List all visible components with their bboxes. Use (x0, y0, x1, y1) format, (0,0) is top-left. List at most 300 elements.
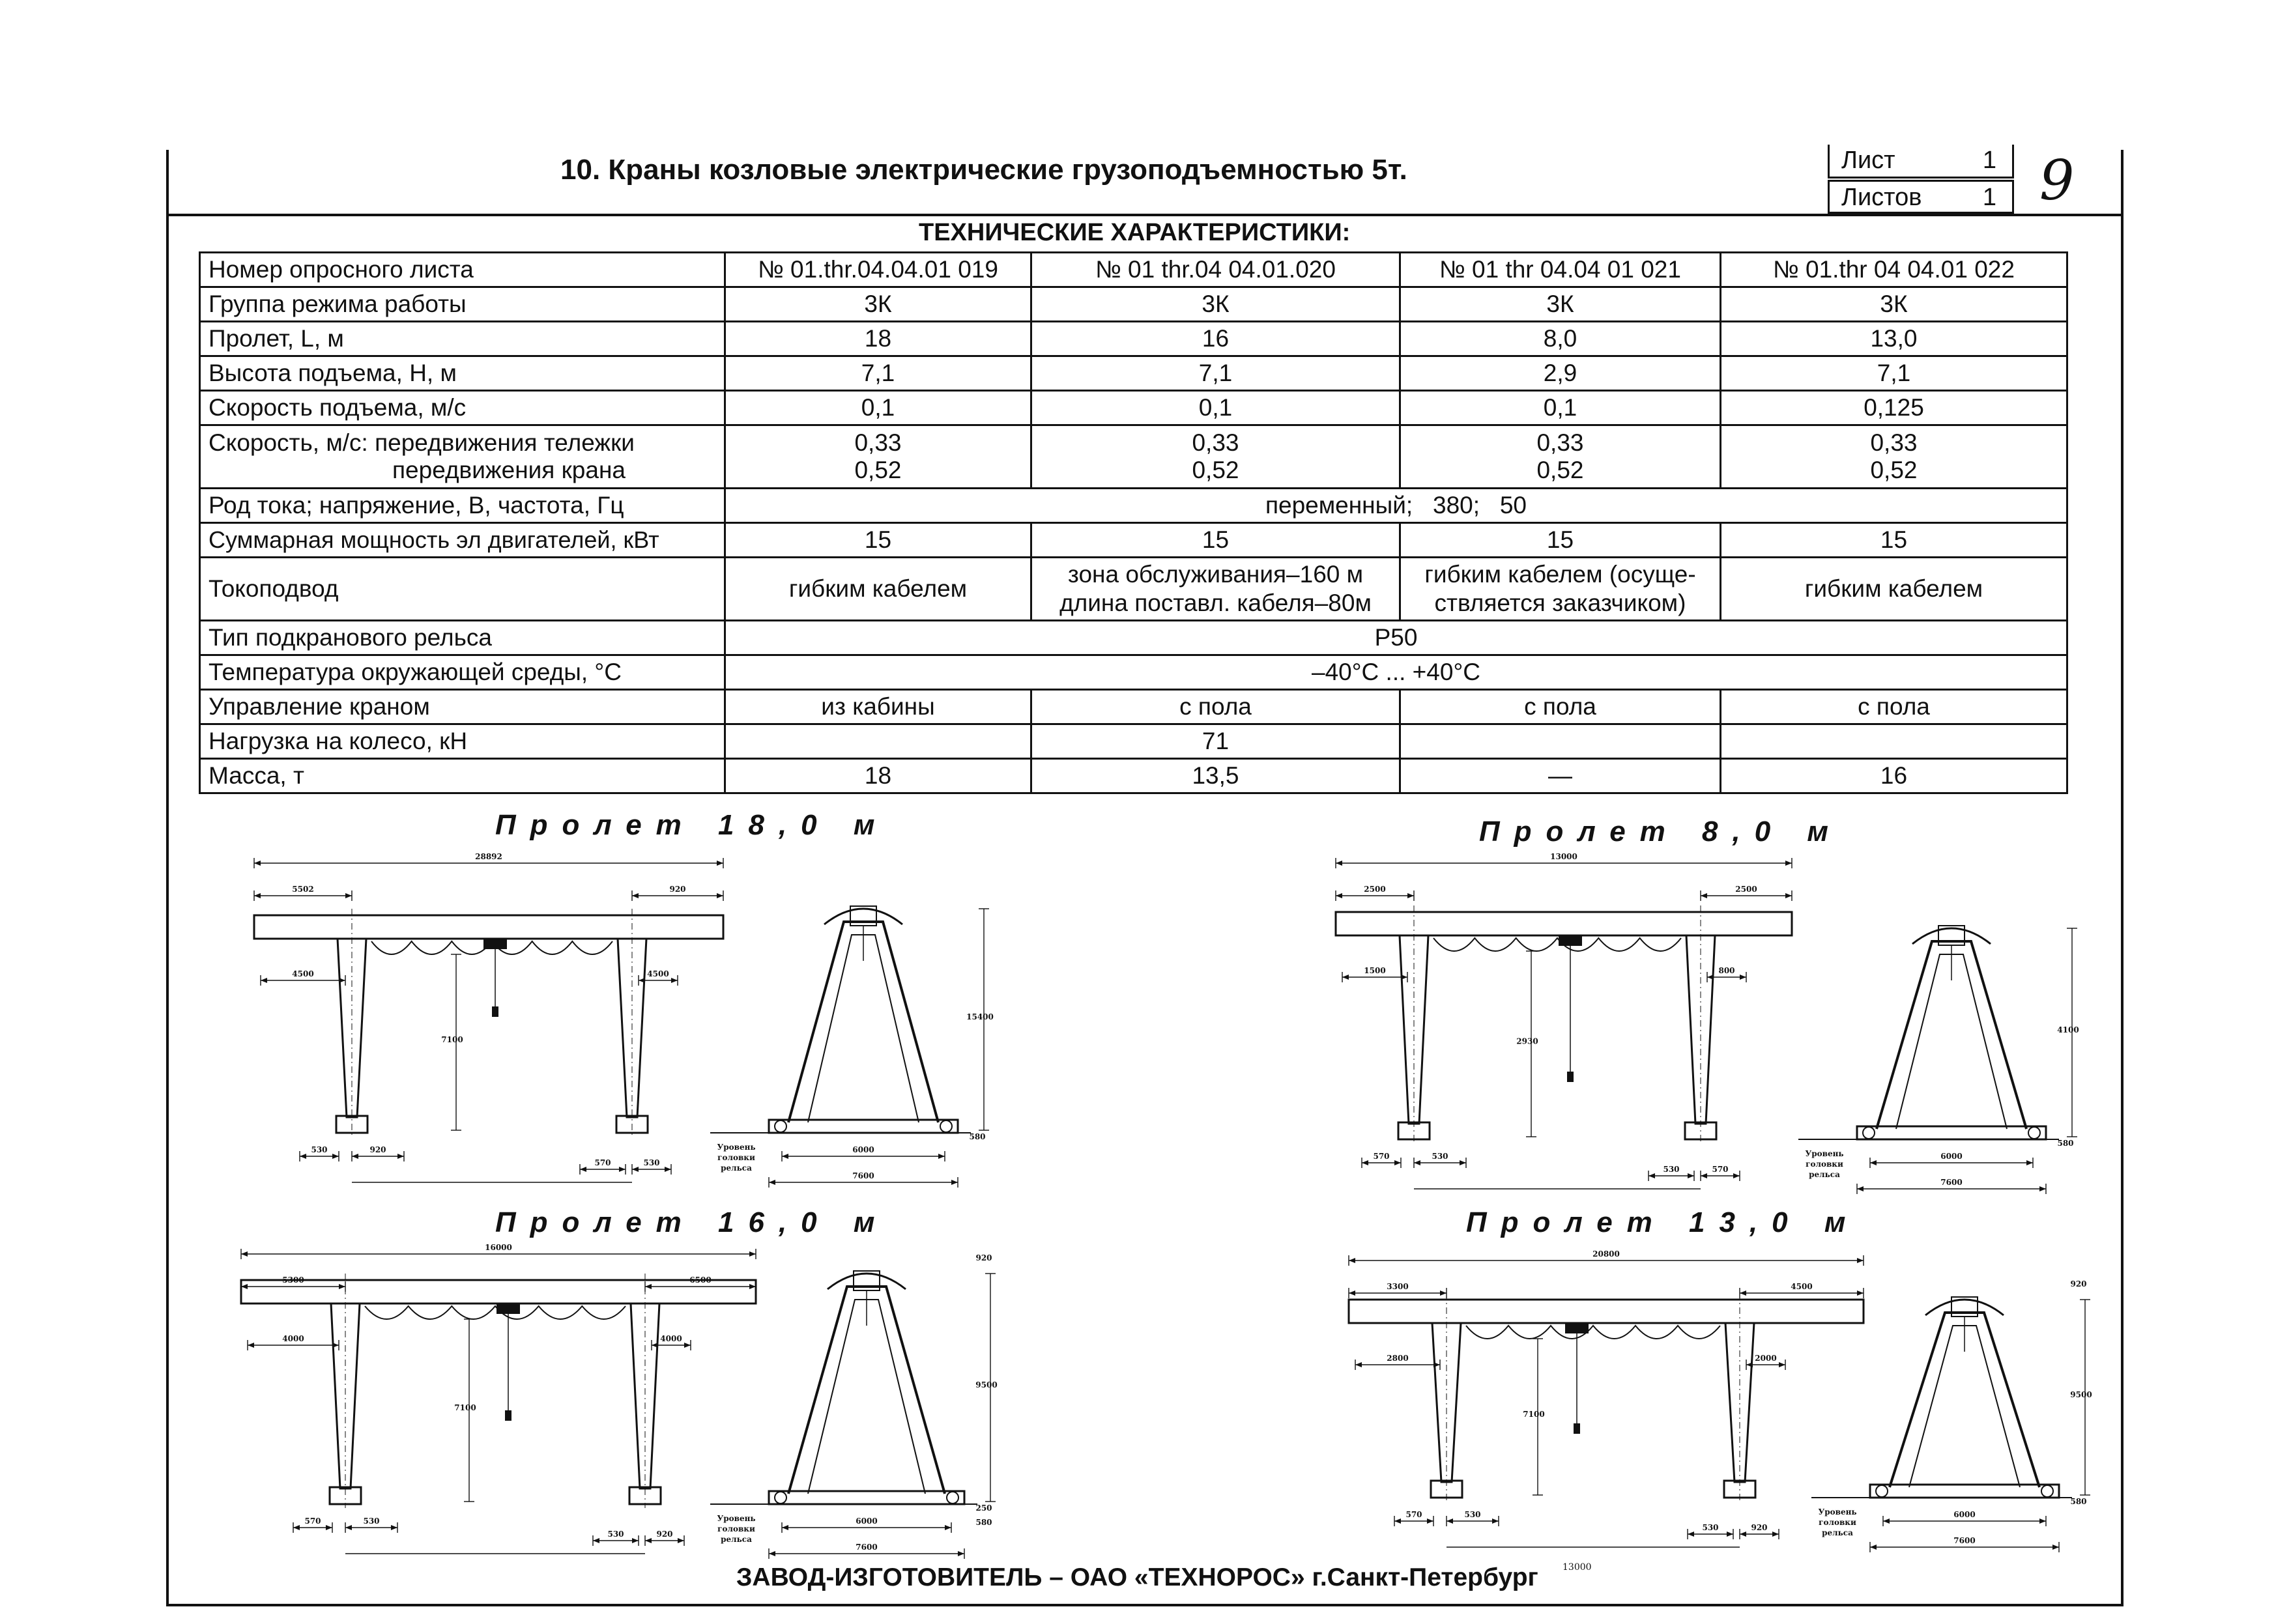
table-title: ТЕХНИЧЕСКИЕ ХАРАКТЕРИСТИКИ: (919, 219, 1351, 246)
table-row (200, 759, 2067, 793)
dimension-arrow (1362, 1160, 1368, 1165)
dimension-arrow (769, 1551, 775, 1556)
dimension-arrow (2026, 1160, 2033, 1165)
dimension-arrow (293, 1525, 300, 1530)
cell-line: гибким кабелем (осуще- (1424, 561, 1696, 588)
main-girder (1349, 1300, 1864, 1323)
dimension-arrow (332, 1343, 339, 1348)
dimension-label: 580 (969, 1132, 986, 1141)
dimension-arrow (345, 1525, 352, 1530)
drawing-title-18: Пролет 18,0 м (495, 809, 889, 841)
table-row (200, 655, 2067, 690)
sheets-label: Листов (1841, 184, 1922, 211)
table-cell (1400, 558, 1721, 621)
wheel (940, 1120, 952, 1132)
table-cell: с пола (1400, 690, 1721, 724)
cell-line: зона обслуживания–160 м (1067, 561, 1364, 588)
specs-table (199, 251, 2068, 794)
hook (505, 1410, 511, 1421)
dimension-arrow (1336, 893, 1342, 898)
table-cell: 3К (1031, 287, 1400, 322)
dimension-label: 580 (975, 1518, 992, 1527)
table-row (200, 322, 2067, 356)
crane-speed: 0,52 (1870, 457, 1918, 483)
trolley-speed: 0,33 (1870, 429, 1918, 456)
dimension-arrow (1772, 1531, 1779, 1537)
dimension-arrow (1414, 1160, 1420, 1165)
dimension-arrow (1688, 1173, 1694, 1178)
table-cell: № 01.thr.04.04.01 019 (725, 253, 1031, 287)
dimension-label: 7600 (1940, 1178, 1963, 1187)
dimension-arrow (1779, 1362, 1785, 1367)
table-cell: 16 (1031, 322, 1400, 356)
dimension-arrow (2039, 1186, 2046, 1191)
cell-line: ствляется заказчиком) (1434, 590, 1686, 616)
dimension-arrow (717, 861, 723, 866)
table-cell: 15 (1031, 523, 1400, 558)
dimension-arrow (1460, 1160, 1466, 1165)
dimension-label: 920 (369, 1145, 386, 1154)
dimension-arrow (1740, 1290, 1746, 1296)
dimension-arrow (652, 1343, 658, 1348)
dimension-label: 7100 (454, 1403, 476, 1412)
label-line: передвижения крана (392, 457, 626, 483)
dimension-arrow (391, 1525, 397, 1530)
dimension-arrow (345, 893, 352, 898)
dimension-arrow (1857, 1186, 1864, 1191)
dimension-arrow (632, 1538, 639, 1543)
dimension-label: 2500 (1364, 885, 1386, 894)
frame-right-border (2121, 150, 2123, 1606)
dimension-arrow (1349, 1258, 1355, 1263)
dimension-label: головки (1806, 1160, 1843, 1169)
dimension-label: 3300 (1387, 1282, 1409, 1291)
table-cell (725, 425, 1031, 489)
main-girder (1336, 912, 1792, 935)
side-frame-inner (1896, 954, 2007, 1129)
table-cell: 13,5 (1031, 759, 1400, 793)
sheet-cell (1828, 145, 2014, 178)
dimension-arrow (1433, 1362, 1440, 1367)
hook (492, 1006, 498, 1017)
dimension-arrow (1733, 1173, 1740, 1178)
side-base-beam (769, 1120, 958, 1133)
hook (1574, 1423, 1580, 1434)
row-label: Род тока; напряжение, В, частота, Гц (200, 489, 725, 523)
dimension-arrow (1870, 1160, 1877, 1165)
table-cell: 3К (1721, 287, 2067, 322)
dimension-arrow (241, 1251, 248, 1257)
crane-speed: 0,52 (1192, 457, 1239, 483)
row-label: Температура окружающей среды, °С (200, 655, 725, 690)
dimension-arrow (339, 1284, 345, 1289)
frame-bottom-border (166, 1604, 2123, 1606)
drawing-title-8: Пролет 8,0 м (1479, 816, 1843, 848)
dimension-arrow (619, 1167, 626, 1172)
dimension-arrow (1701, 893, 1707, 898)
dimension-label: 530 (1663, 1165, 1680, 1174)
dimension-label: Уровень (717, 1143, 756, 1152)
dimension-arrow (326, 1525, 332, 1530)
dimension-arrow (1785, 861, 1792, 866)
dimension-arrow (1394, 1160, 1401, 1165)
dimension-label: 570 (304, 1517, 321, 1526)
dimension-arrow (1870, 1545, 1877, 1550)
row-label: Пролет, L, м (200, 322, 725, 356)
row-label: Управление краном (200, 690, 725, 724)
dimension-label: 1500 (1364, 966, 1386, 975)
crane-drawing-span-16 (228, 1241, 1023, 1560)
side-base-beam (1870, 1485, 2059, 1498)
dimension-arrow (782, 1154, 788, 1159)
dimension-label: 4100 (2057, 1025, 2079, 1034)
table-cell: 0,1 (1400, 391, 1721, 425)
trolley (1565, 1323, 1589, 1333)
dimension-label: 5502 (292, 885, 314, 894)
trolley (1559, 935, 1582, 946)
dimension-arrow (645, 1284, 652, 1289)
table-cell (1031, 425, 1400, 489)
table-cell: 7,1 (1721, 356, 2067, 391)
wheel (2041, 1485, 2053, 1497)
dimension-label: 2930 (1516, 1036, 1538, 1046)
table-cell (1721, 724, 2067, 759)
dimension-label: 4500 (647, 969, 669, 978)
dimension-arrow (254, 893, 261, 898)
dimension-label: 920 (656, 1530, 673, 1539)
dimension-arrow (1349, 1290, 1355, 1296)
main-girder (241, 1280, 756, 1303)
dimension-arrow (1394, 1518, 1401, 1524)
sheets-cell (1828, 180, 2014, 214)
cable-festoon (1466, 1326, 1720, 1339)
table-cell: 18 (725, 759, 1031, 793)
dimension-label: Уровень (717, 1514, 756, 1523)
dimension-arrow (397, 1154, 404, 1159)
trolley-speed: 0,33 (854, 429, 902, 456)
dimension-arrow (945, 1525, 951, 1530)
dimension-label: Уровень (1805, 1149, 1844, 1158)
dimension-label: 9500 (975, 1380, 998, 1389)
trolley (483, 939, 507, 949)
dimension-label: 530 (1702, 1523, 1719, 1532)
dimension-label: 920 (669, 885, 686, 894)
table-cell (1721, 425, 2067, 489)
table-row (200, 724, 2067, 759)
dimension-label: 20800 (1592, 1249, 1620, 1259)
side-base-beam (1857, 1126, 2046, 1139)
crane-drawing-span-18 (228, 844, 997, 1195)
table-row (200, 690, 2067, 724)
table-cell: переменный; 380; 50 (725, 489, 2067, 523)
dimension-label: 530 (311, 1145, 328, 1154)
dimension-label: 250 (975, 1503, 992, 1513)
dimension-arrow (749, 1251, 756, 1257)
dimension-arrow (1740, 975, 1746, 980)
crane-drawing-span-13 (1323, 1241, 2105, 1560)
dimension-label: 570 (1712, 1165, 1729, 1174)
dimension-arrow (261, 978, 267, 983)
dimension-label: рельса (721, 1535, 752, 1544)
row-label: Номер опросного листа (200, 253, 725, 287)
table-row (200, 621, 2067, 655)
dimension-label: 6000 (1953, 1510, 1976, 1519)
table-cell: гибким кабелем (725, 558, 1031, 621)
dimension-label: 570 (594, 1158, 611, 1167)
dimension-arrow (684, 1343, 691, 1348)
dimension-label: головки (1819, 1518, 1856, 1527)
table-cell (725, 724, 1031, 759)
table-cell: с пола (1031, 690, 1400, 724)
dimension-label: 530 (363, 1517, 380, 1526)
sheet-stamp (1828, 145, 2017, 215)
dimension-label: 2800 (1387, 1354, 1409, 1363)
dimension-label: 800 (1718, 966, 1735, 975)
dimension-label: 6000 (856, 1517, 878, 1526)
dimension-label: 7100 (441, 1035, 463, 1044)
table-cell: 13,0 (1721, 322, 2067, 356)
dimension-arrow (2039, 1518, 2046, 1524)
table-row (200, 523, 2067, 558)
table-cell: — (1400, 759, 1721, 793)
row-label: Суммарная мощность эл двигателей, кВт (200, 523, 725, 558)
dimension-arrow (1492, 1518, 1499, 1524)
dimension-arrow (1727, 1531, 1733, 1537)
hook (1567, 1072, 1574, 1082)
dimension-label: 920 (975, 1253, 992, 1262)
table-cell: 15 (725, 523, 1031, 558)
frame-left-border (166, 150, 169, 1606)
dimension-label: 2500 (1735, 885, 1757, 894)
table-cell: с пола (1721, 690, 2067, 724)
dimension-arrow (248, 1343, 254, 1348)
side-frame-inner (808, 1300, 925, 1494)
table-cell: Р50 (725, 621, 2067, 655)
dimension-label: 4000 (660, 1334, 682, 1343)
dimension-arrow (1746, 1362, 1753, 1367)
dimension-arrow (1427, 1518, 1433, 1524)
dimension-arrow (1336, 861, 1342, 866)
dimension-arrow (1740, 1531, 1746, 1537)
wheel (1876, 1485, 1888, 1497)
dimension-arrow (2052, 1545, 2059, 1550)
dimension-label: 530 (607, 1530, 624, 1539)
dimension-arrow (580, 1167, 586, 1172)
dimension-arrow (671, 978, 678, 983)
table-cell: 18 (725, 322, 1031, 356)
table-cell: 0,1 (725, 391, 1031, 425)
table-cell: № 01 thr.04 04.01.020 (1031, 253, 1400, 287)
dimension-label: 2000 (1755, 1354, 1777, 1363)
dimension-label: 4000 (282, 1334, 304, 1343)
dimension-arrow (593, 1538, 599, 1543)
dimension-label: 570 (1405, 1510, 1422, 1519)
dimension-arrow (958, 1551, 964, 1556)
dimension-label: 4500 (1791, 1282, 1813, 1291)
dimension-label: 7100 (1523, 1410, 1545, 1419)
wheel (2028, 1127, 2040, 1139)
dimension-label: 9500 (2070, 1390, 2092, 1399)
dimension-arrow (332, 1154, 339, 1159)
dimension-label: головки (717, 1153, 755, 1162)
table-cell: 15 (1400, 523, 1721, 558)
dimension-arrow (1447, 1518, 1453, 1524)
dimension-label: 570 (1373, 1152, 1390, 1161)
wheel (1863, 1127, 1875, 1139)
side-base-beam (769, 1491, 964, 1504)
crane-speed: 0,52 (1536, 457, 1584, 483)
cable-festoon (1433, 938, 1681, 951)
dimension-label: 28892 (475, 852, 502, 861)
row-label: Токоподвод (200, 558, 725, 621)
dimension-arrow (1407, 893, 1414, 898)
dimension-label: 530 (643, 1158, 660, 1167)
table-row (200, 391, 2067, 425)
table-cell: 7,1 (725, 356, 1031, 391)
table-row (200, 356, 2067, 391)
dimension-label: 580 (2070, 1497, 2087, 1506)
dimension-arrow (1707, 975, 1714, 980)
dimension-label: рельса (1822, 1528, 1853, 1537)
table-row (200, 489, 2067, 523)
dimension-label: рельса (1809, 1170, 1840, 1179)
dimension-arrow (1648, 1173, 1655, 1178)
row-label: Масса, т (200, 759, 725, 793)
row-label: Группа режима работы (200, 287, 725, 322)
table-cell: 0,125 (1721, 391, 2067, 425)
dimension-arrow (352, 1154, 358, 1159)
dimension-arrow (1440, 1290, 1447, 1296)
table-cell: из кабины (725, 690, 1031, 724)
table-cell: № 01 thr 04.04 01 021 (1400, 253, 1721, 287)
dimension-label: 580 (2057, 1139, 2074, 1148)
sheet-value: 1 (1982, 147, 1996, 174)
dimension-arrow (665, 1167, 671, 1172)
table-cell: 3К (725, 287, 1031, 322)
dimension-label: 4500 (292, 969, 314, 978)
table-cell: гибким кабелем (1721, 558, 2067, 621)
crane-speed: 0,52 (854, 457, 902, 483)
dimension-label: головки (717, 1524, 755, 1533)
row-label: Нагрузка на колесо, кН (200, 724, 725, 759)
table-row (200, 287, 2067, 322)
table-row (200, 425, 2067, 489)
wheel (775, 1120, 786, 1132)
table-cell: № 01.thr 04 04.01 022 (1721, 253, 2067, 287)
trolley-speed: 0,33 (1192, 429, 1239, 456)
dimension-label: 920 (2070, 1279, 2087, 1289)
dimension-label: 6000 (1940, 1152, 1963, 1161)
dimension-label: 15400 (966, 1012, 994, 1021)
dimension-arrow (1857, 1290, 1864, 1296)
cell-line: длина поставл. кабеля–80м (1059, 590, 1372, 616)
dimension-label: 6500 (689, 1275, 712, 1285)
dimension-arrow (632, 893, 639, 898)
dimension-label: 5300 (282, 1275, 304, 1285)
dimension-arrow (678, 1538, 684, 1543)
dimension-arrow (1342, 975, 1349, 980)
trolley-speed: 0,33 (1536, 429, 1584, 456)
table-cell: 71 (1031, 724, 1400, 759)
dimension-arrow (951, 1180, 958, 1185)
dimension-label: 7600 (1953, 1536, 1976, 1545)
dimension-arrow (639, 978, 645, 983)
side-frame-inner (808, 935, 919, 1122)
trolley (497, 1303, 520, 1314)
table-row (200, 253, 2067, 287)
dimension-arrow (339, 978, 345, 983)
dimension-arrow (300, 1154, 306, 1159)
drawing-title-16: Пролет 16,0 м (495, 1206, 889, 1238)
label-line: Скорость, м/с: передвижения тележки (209, 429, 635, 456)
row-label: Тип подкранового рельса (200, 621, 725, 655)
dimension-arrow (1688, 1531, 1694, 1537)
table-cell: 8,0 (1400, 322, 1721, 356)
dimension-label: 920 (1751, 1523, 1768, 1532)
dimension-arrow (254, 861, 261, 866)
footer-note: 13000 (1562, 1562, 1592, 1573)
table-cell: 3К (1400, 287, 1721, 322)
drawing-title-13: Пролет 13,0 м (1466, 1206, 1860, 1238)
table-cell (1400, 425, 1721, 489)
row-label (200, 425, 725, 489)
dimension-label: 7600 (856, 1543, 878, 1552)
dimension-label: рельса (721, 1163, 752, 1173)
page-number: 9 (2039, 149, 2075, 212)
table-cell (1031, 558, 1400, 621)
table-cell: 15 (1721, 523, 2067, 558)
table-cell: –40°С ... +40°С (725, 655, 2067, 690)
dimension-arrow (938, 1154, 945, 1159)
dimension-label: 530 (1464, 1510, 1481, 1519)
dimension-arrow (1785, 893, 1792, 898)
dimension-label: Уровень (1818, 1507, 1857, 1517)
row-label: Высота подъема, Н, м (200, 356, 725, 391)
dimension-arrow (1401, 975, 1407, 980)
dimension-label: 16000 (485, 1243, 512, 1252)
table-cell (1400, 724, 1721, 759)
dimension-arrow (632, 1167, 639, 1172)
table-cell: 2,9 (1400, 356, 1721, 391)
dimension-label: 530 (1432, 1152, 1448, 1161)
dimension-label: 7600 (852, 1171, 874, 1180)
table-row (200, 558, 2067, 621)
dimension-arrow (769, 1180, 775, 1185)
dimension-label: 13000 (1550, 852, 1577, 861)
dimension-arrow (782, 1525, 788, 1530)
sheet-label: Лист (1841, 147, 1895, 174)
crane-drawing-span-8 (1310, 850, 2092, 1199)
dimension-label: 6000 (852, 1145, 874, 1154)
row-label: Скорость подъема, м/с (200, 391, 725, 425)
dimension-arrow (1857, 1258, 1864, 1263)
dimension-arrow (1355, 1362, 1362, 1367)
main-girder (254, 915, 723, 939)
cable-festoon (365, 1306, 626, 1319)
dimension-arrow (1701, 1173, 1707, 1178)
wheel (947, 1492, 958, 1503)
dimension-arrow (717, 893, 723, 898)
dimension-arrow (1883, 1518, 1890, 1524)
manufacturer-footer: ЗАВОД-ИЗГОТОВИТЕЛЬ – ОАО «ТЕХНОРОС» г.Санкт-Петербург (736, 1563, 1538, 1591)
table-cell: 16 (1721, 759, 2067, 793)
table-cell: 0,1 (1031, 391, 1400, 425)
document-title: 10. Краны козловые электрические грузоподъемностью 5т. (560, 154, 1407, 186)
dimension-arrow (645, 1538, 652, 1543)
table-cell: 7,1 (1031, 356, 1400, 391)
wheel (775, 1492, 786, 1503)
sheets-value: 1 (1982, 184, 1996, 211)
